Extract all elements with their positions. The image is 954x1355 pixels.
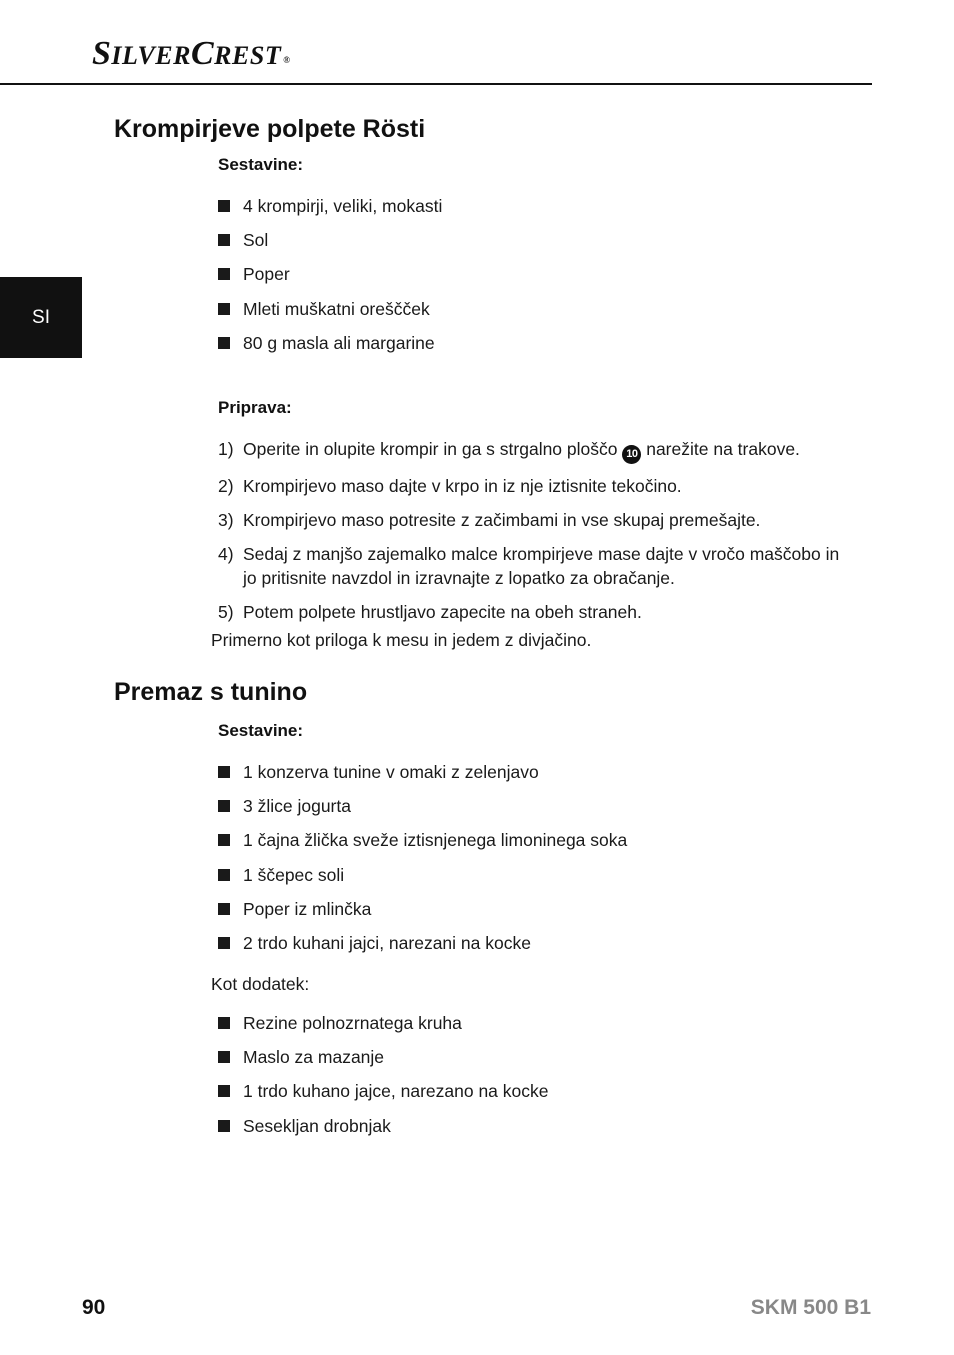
bullet-icon <box>218 834 230 846</box>
model-number: SKM 500 B1 <box>750 1296 871 1319</box>
step-item: 1) Operite in olupite krompir in ga s strgalno ploščo 10 narežite na trakove. <box>218 437 843 464</box>
list-item: 1 trdo kuhano jajce, narezano na kocke <box>218 1080 548 1114</box>
list-item: Poper <box>218 263 442 297</box>
step-item: 4) Sedaj z manjšo zajemalko malce krompirjeve mase dajte v vročo maščobo in jo pritisnite navzdol in izravnajte z lopatko za obračanje. <box>218 544 840 588</box>
reference-number-icon: 10 <box>622 445 641 464</box>
step-item: 3) Krompirjevo maso potresite z začimbami in vse skupaj premešajte. <box>218 510 761 530</box>
header-divider <box>0 83 872 85</box>
list-item: 1 čajna žlička sveže iztisnjenega limoninega soka <box>218 829 627 863</box>
preparation-label: Priprava: <box>218 398 292 417</box>
list-item: Rezine polnozrnatega kruha <box>218 1012 548 1046</box>
step-item: 2) Krompirjevo maso dajte v krpo in iz nje iztisnite tekočino. <box>218 476 682 496</box>
bullet-icon <box>218 303 230 315</box>
preparation-steps <box>218 437 843 634</box>
language-code: SI <box>32 306 50 328</box>
step-item: 5) Potem polpete hrustljavo zapecite na obeh straneh. <box>218 602 642 622</box>
bullet-icon <box>218 234 230 246</box>
ingredients-list-rosti <box>218 195 442 366</box>
bullet-icon <box>218 903 230 915</box>
bullet-icon <box>218 869 230 881</box>
bullet-icon <box>218 1051 230 1063</box>
page-number: 90 <box>82 1296 106 1319</box>
bullet-icon <box>218 268 230 280</box>
list-item: Poper iz mlinčka <box>218 898 627 932</box>
bullet-icon <box>218 800 230 812</box>
bullet-icon <box>218 1085 230 1097</box>
list-item: 3 žlice jogurta <box>218 795 627 829</box>
bullet-icon <box>218 337 230 349</box>
list-item: Sol <box>218 229 442 263</box>
bullet-icon <box>218 200 230 212</box>
list-item: 1 konzerva tunine v omaki z zelenjavo <box>218 761 627 795</box>
serving-note: Primerno kot priloga k mesu in jedem z divjačino. <box>211 630 592 650</box>
extras-list <box>218 1012 548 1149</box>
list-item: 80 g masla ali margarine <box>218 332 442 366</box>
section-title-tuna: Premaz s tunino <box>114 678 308 706</box>
bullet-icon <box>218 766 230 778</box>
extras-label: Kot dodatek: <box>211 974 310 994</box>
bullet-icon <box>218 1120 230 1132</box>
bullet-icon <box>218 1017 230 1029</box>
list-item: Sesekljan drobnjak <box>218 1115 548 1149</box>
list-item: 2 trdo kuhani jajci, narezani na kocke <box>218 932 627 966</box>
list-item: 1 ščepec soli <box>218 864 627 898</box>
list-item: 4 krompirji, veliki, mokasti <box>218 195 442 229</box>
ingredients-list-tuna <box>218 761 627 966</box>
brand-logo: SILVERCREST ® <box>92 35 291 72</box>
bullet-icon <box>218 937 230 949</box>
list-item: Maslo za mazanje <box>218 1046 548 1080</box>
section-title-rosti: Krompirjeve polpete Rösti <box>114 115 426 143</box>
ingredients-label: Sestavine: <box>218 155 304 174</box>
ingredients-label: Sestavine: <box>218 721 304 740</box>
language-tab <box>0 277 82 358</box>
list-item: Mleti muškatni oreščček <box>218 298 442 332</box>
